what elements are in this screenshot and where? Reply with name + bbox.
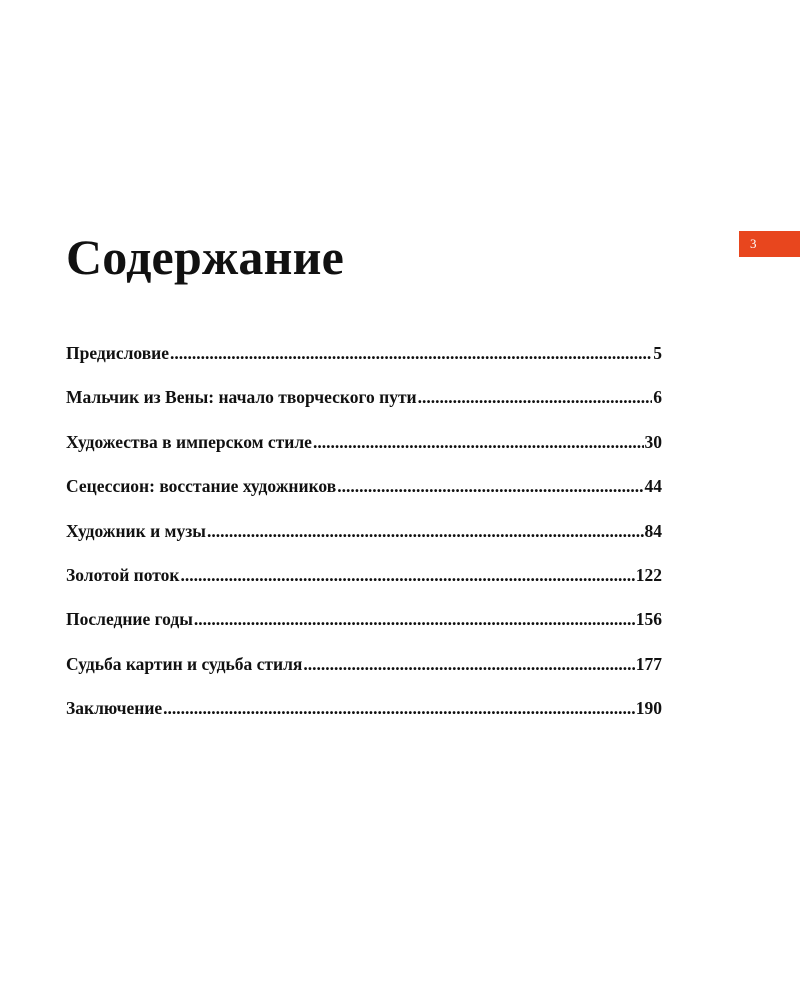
toc-entry-title: Последние годы [66, 609, 193, 630]
toc-dot-leader [170, 337, 652, 369]
page-number-badge [739, 231, 800, 257]
toc-entry-title: Предисловие [66, 343, 170, 363]
toc-entry[interactable] [66, 692, 662, 736]
toc-entry-title: Художества в имперском стиле [66, 431, 312, 452]
toc-entry-page: 6 [653, 387, 662, 408]
page-number: 3 [750, 236, 757, 251]
toc-dot-leader [418, 381, 653, 413]
toc-entry-page: 156 [635, 609, 662, 630]
toc-dot-leader [163, 692, 635, 724]
toc-entry-page: 190 [635, 698, 662, 719]
toc-dot-leader [180, 559, 634, 591]
toc-dot-leader [303, 648, 634, 680]
toc-entry-page: 44 [644, 476, 662, 497]
toc-entry-title: Золотой поток [66, 564, 180, 585]
toc-entry-page: 122 [635, 564, 662, 585]
toc-dot-leader [313, 426, 644, 458]
toc-entry-page: 30 [644, 431, 662, 452]
toc-entry-page: 84 [644, 520, 662, 541]
toc-entry-title: Судьба картин и судьба стиля [66, 653, 303, 674]
page-title: Содержание [66, 229, 345, 285]
toc-entry[interactable] [66, 603, 662, 647]
toc-entry[interactable] [66, 648, 662, 692]
toc-entry[interactable] [66, 337, 662, 381]
toc-entry-title: Заключение [66, 698, 163, 719]
toc-entry-page: 177 [635, 653, 662, 674]
toc-entry[interactable] [66, 426, 662, 470]
toc-entry[interactable] [66, 559, 662, 603]
toc-entry[interactable] [66, 515, 662, 559]
table-of-contents [66, 337, 662, 737]
toc-entry-page: 5 [653, 343, 662, 363]
toc-entry[interactable] [66, 381, 662, 425]
toc-dot-leader [207, 515, 644, 547]
toc-dot-leader [337, 470, 643, 502]
toc-dot-leader [194, 603, 635, 635]
toc-entry-title: Мальчик из Вены: начало творческого пути [66, 387, 417, 408]
toc-entry-title: Художник и музы [66, 520, 206, 541]
toc-entry[interactable] [66, 470, 662, 514]
toc-entry-title: Сецессион: восстание художников [66, 476, 337, 497]
